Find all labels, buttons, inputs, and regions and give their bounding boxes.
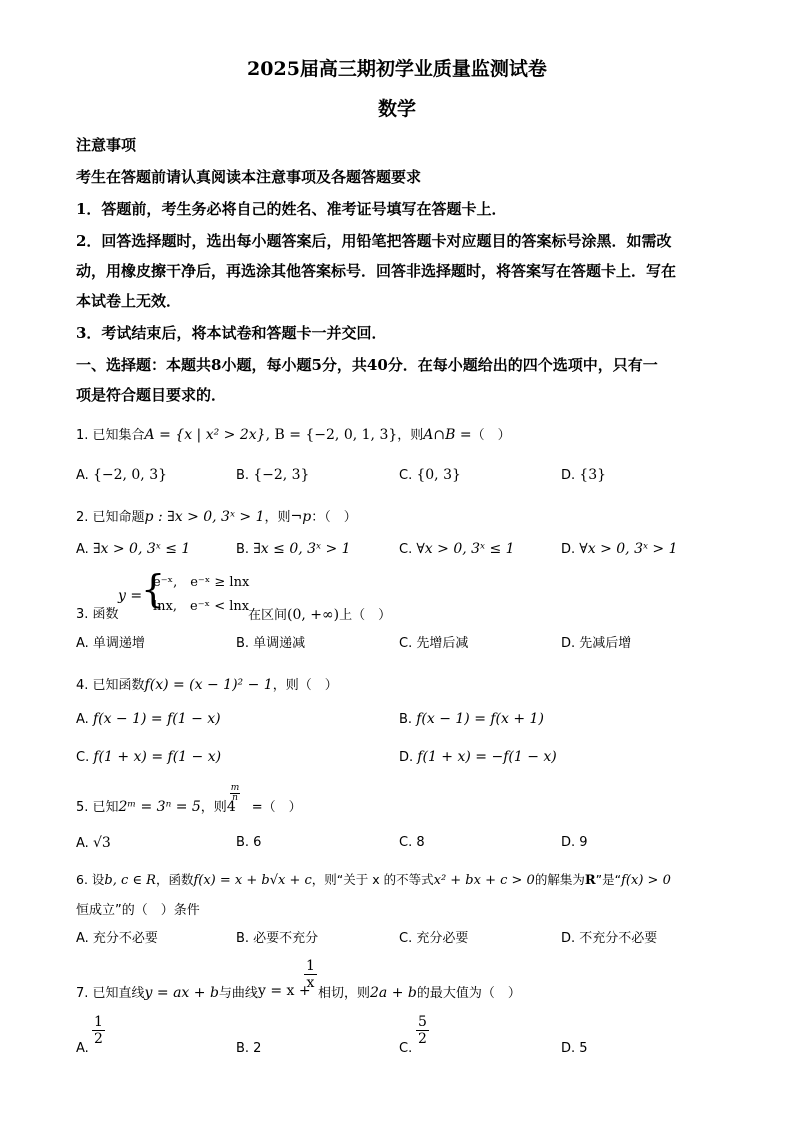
q7-curve-num: 1 — [306, 958, 315, 974]
q2-option-a-value: ∃x > 0, 3ˣ ≤ 1 — [92, 541, 191, 557]
q7-left — [76, 986, 258, 1000]
q5-option-a-label: A. — [76, 836, 89, 851]
q6-ineq: x² + bx + c > 0 — [433, 873, 535, 888]
q5-exp-den: n — [232, 793, 238, 803]
q3-option-c: C. 先增后减 — [399, 636, 469, 651]
q5-cond: 2ᵐ = 3ⁿ = 5 — [118, 799, 201, 815]
q7-option-c-frac — [416, 1014, 429, 1047]
q6-line-2: 恒成立”的（ ）条件 — [76, 903, 200, 918]
q5-tail: =（ ） — [251, 800, 302, 815]
notice-intro: 考生在答题前请认真阅读本注意事项及各题答题要求 — [76, 168, 422, 186]
q1-option-c-value: {0, 3} — [416, 467, 461, 483]
q3-y: y = — [118, 588, 143, 604]
q3-interval: (0, +∞) — [287, 607, 340, 623]
q3-option-a: A. 单调递增 — [76, 636, 145, 651]
q6-mid1: ，函数 — [155, 872, 194, 887]
q2-option-b — [236, 542, 351, 556]
q2-option-d-value: ∀x > 0, 3ˣ > 1 — [579, 541, 678, 557]
q6-option-a: A. 充分不必要 — [76, 931, 158, 946]
q2-option-d-label: D. — [561, 542, 576, 557]
q6-prefix: 6. 设 — [76, 872, 105, 887]
q4-option-c — [76, 750, 221, 764]
q3-rest — [248, 608, 391, 622]
q1-tail: （ ） — [471, 428, 511, 443]
q7-option-c-num: 5 — [418, 1014, 427, 1030]
question-5 — [76, 800, 302, 814]
q3-case-1: e⁻ˣ, e⁻ˣ ≥ lnx — [153, 575, 250, 590]
q6-mid3: 的解集为 — [534, 872, 585, 887]
q2-prefix: 2. 已知命题 — [76, 510, 145, 525]
page-title: 2025届高三期初学业质量监测试卷 — [247, 58, 547, 80]
q2-prop: p : ∃x > 0, 3ˣ > 1 — [144, 509, 265, 525]
q1-option-a — [76, 468, 167, 482]
q1-option-a-value: {−2, 0, 3} — [92, 467, 168, 483]
q3-mid: 在区间 — [248, 608, 288, 623]
section-1-line-1: 一、选择题：本题共8小题，每小题5分，共40分．在每小题给出的四个选项中，只有一 — [76, 356, 658, 374]
q6-mid4: ”是“ — [595, 872, 622, 887]
q2-option-b-label: B. — [236, 542, 250, 557]
question-1 — [76, 428, 511, 442]
q7-option-b: B. 2 — [236, 1041, 262, 1056]
q4-tail: ，则（ ） — [272, 678, 338, 693]
q7-option-c-label: C. — [399, 1041, 413, 1056]
q4-func: f(x) = (x − 1)² − 1 — [144, 677, 273, 693]
q1-set-a: A = {x | x² > 2x} — [144, 427, 266, 443]
q5-base: 4 — [226, 799, 236, 815]
q1-option-b-value: {−2, 3} — [253, 467, 310, 483]
q3-option-b: B. 单调递减 — [236, 636, 306, 651]
q3-case-2: lnx, e⁻ˣ < lnx — [153, 599, 250, 614]
q2-option-b-value: ∃x ≤ 0, 3ˣ > 1 — [253, 541, 351, 557]
q7-line: y = ax + b — [144, 985, 219, 1001]
q2-option-c — [399, 542, 515, 556]
q5-option-a-value: √3 — [92, 835, 111, 851]
q1-set-b: , B = {−2, 0, 1, 3} — [265, 427, 398, 443]
q4-option-c-label: C. — [76, 750, 90, 765]
q4-option-b-label: B. — [399, 712, 413, 727]
q1-expr: A∩B = — [423, 427, 472, 443]
q2-tail: ：（ ） — [311, 510, 357, 525]
q5-option-a — [76, 836, 111, 850]
q2-option-a — [76, 542, 190, 556]
q4-option-a-value: f(x − 1) = f(1 − x) — [92, 711, 221, 727]
q3-tail: 上（ ） — [339, 608, 392, 623]
q7-curve-den: x — [306, 975, 315, 991]
q7-expr: 2a + b — [370, 985, 417, 1001]
q5-prefix: 5. 已知 — [76, 800, 119, 815]
q6-option-d: D. 不充分不必要 — [561, 931, 658, 946]
q1-option-c-label: C. — [399, 468, 413, 483]
question-6 — [76, 874, 671, 887]
notice-item-2-line-2: 动，用橡皮擦干净后，再选涂其他答案标号．回答非选择题时，将答案写在答题卡上．写在 — [76, 262, 677, 280]
q4-option-d-label: D. — [399, 750, 414, 765]
q7-prefix: 7. 已知直线 — [76, 986, 145, 1001]
q6-mid2: ，则“关于 x 的不等式 — [311, 872, 434, 887]
q1-option-a-label: A. — [76, 468, 89, 483]
q2-option-a-label: A. — [76, 542, 89, 557]
q1-mid: ，则 — [397, 428, 424, 443]
q3-brace: { — [141, 567, 166, 611]
q6-cond: f(x) > 0 — [621, 873, 671, 888]
q2-mid: ，则 — [264, 510, 291, 525]
q2-neg: ¬p — [290, 509, 312, 525]
q7-tail: 的最大值为（ ） — [416, 986, 521, 1001]
notice-item-1: 1．答题前，考生务必将自己的姓名、准考证号填写在答题卡上． — [76, 200, 507, 218]
q4-option-b — [399, 712, 544, 726]
q1-option-d-label: D. — [561, 468, 576, 483]
q1-option-d — [561, 468, 606, 482]
notice-item-3: 3．考试结束后，将本试卷和答题卡一并交回． — [76, 324, 387, 342]
q1-option-b-label: B. — [236, 468, 250, 483]
q6-func: f(x) = x + b√x + c — [193, 873, 312, 888]
q7-option-a-num: 1 — [94, 1014, 103, 1030]
q7-option-a-label: A. — [76, 1041, 89, 1056]
q5-exp-num: m — [230, 783, 240, 793]
q4-option-a — [76, 712, 221, 726]
question-4 — [76, 678, 338, 692]
q1-prefix: 1. 已知集合 — [76, 428, 145, 443]
q5-mid: ，则 — [200, 800, 227, 815]
section-1-line-2: 项是符合题目要求的． — [76, 386, 227, 404]
q1-option-b — [236, 468, 309, 482]
q1-option-d-value: {3} — [579, 467, 607, 483]
notice-item-2-line-1: 2．回答选择题时，选出每小题答案后，用铅笔把答题卡对应题目的答案标号涂黑．如需改 — [76, 232, 672, 250]
q5-exponent — [230, 784, 240, 803]
q7-option-d: D. 5 — [561, 1041, 588, 1056]
q4-option-d-value: f(1 + x) = −f(1 − x) — [417, 749, 557, 765]
q4-prefix: 4. 已知函数 — [76, 678, 145, 693]
notice-heading: 注意事项 — [76, 136, 137, 154]
q7-option-c-den: 2 — [418, 1031, 427, 1047]
q7-option-a-frac — [92, 1014, 105, 1047]
q5-option-d: D. 9 — [561, 835, 588, 850]
q7-right — [318, 986, 521, 1000]
q4-option-a-label: A. — [76, 712, 89, 727]
q5-option-c: C. 8 — [399, 835, 425, 850]
q4-option-b-value: f(x − 1) = f(x + 1) — [416, 711, 544, 727]
notice-item-2-line-3: 本试卷上无效． — [76, 292, 182, 310]
q2-option-c-label: C. — [399, 542, 413, 557]
q6-option-c: C. 充分必要 — [399, 931, 469, 946]
q7-mid2: 相切，则 — [318, 986, 371, 1001]
subject-title: 数学 — [377, 98, 416, 120]
q6-option-b: B. 必要不充分 — [236, 931, 319, 946]
q6-r: R — [584, 873, 596, 888]
q2-option-d — [561, 542, 678, 556]
q1-option-c — [399, 468, 461, 482]
q6-vars: b, c ∈ R — [104, 873, 156, 888]
q7-curve-frac — [304, 958, 317, 991]
q3-prefix: 3. 函数 — [76, 607, 119, 622]
q7-mid1: 与曲线 — [218, 986, 258, 1001]
q5-option-b: B. 6 — [236, 835, 262, 850]
q2-option-c-value: ∀x > 0, 3ˣ ≤ 1 — [416, 541, 515, 557]
q7-curve-lhs: y = x + — [258, 983, 311, 999]
q7-option-a-den: 2 — [94, 1031, 103, 1047]
q4-option-d — [399, 750, 557, 764]
q3-option-d: D. 先减后增 — [561, 636, 632, 651]
q4-option-c-value: f(1 + x) = f(1 − x) — [93, 749, 222, 765]
question-2 — [76, 510, 357, 524]
